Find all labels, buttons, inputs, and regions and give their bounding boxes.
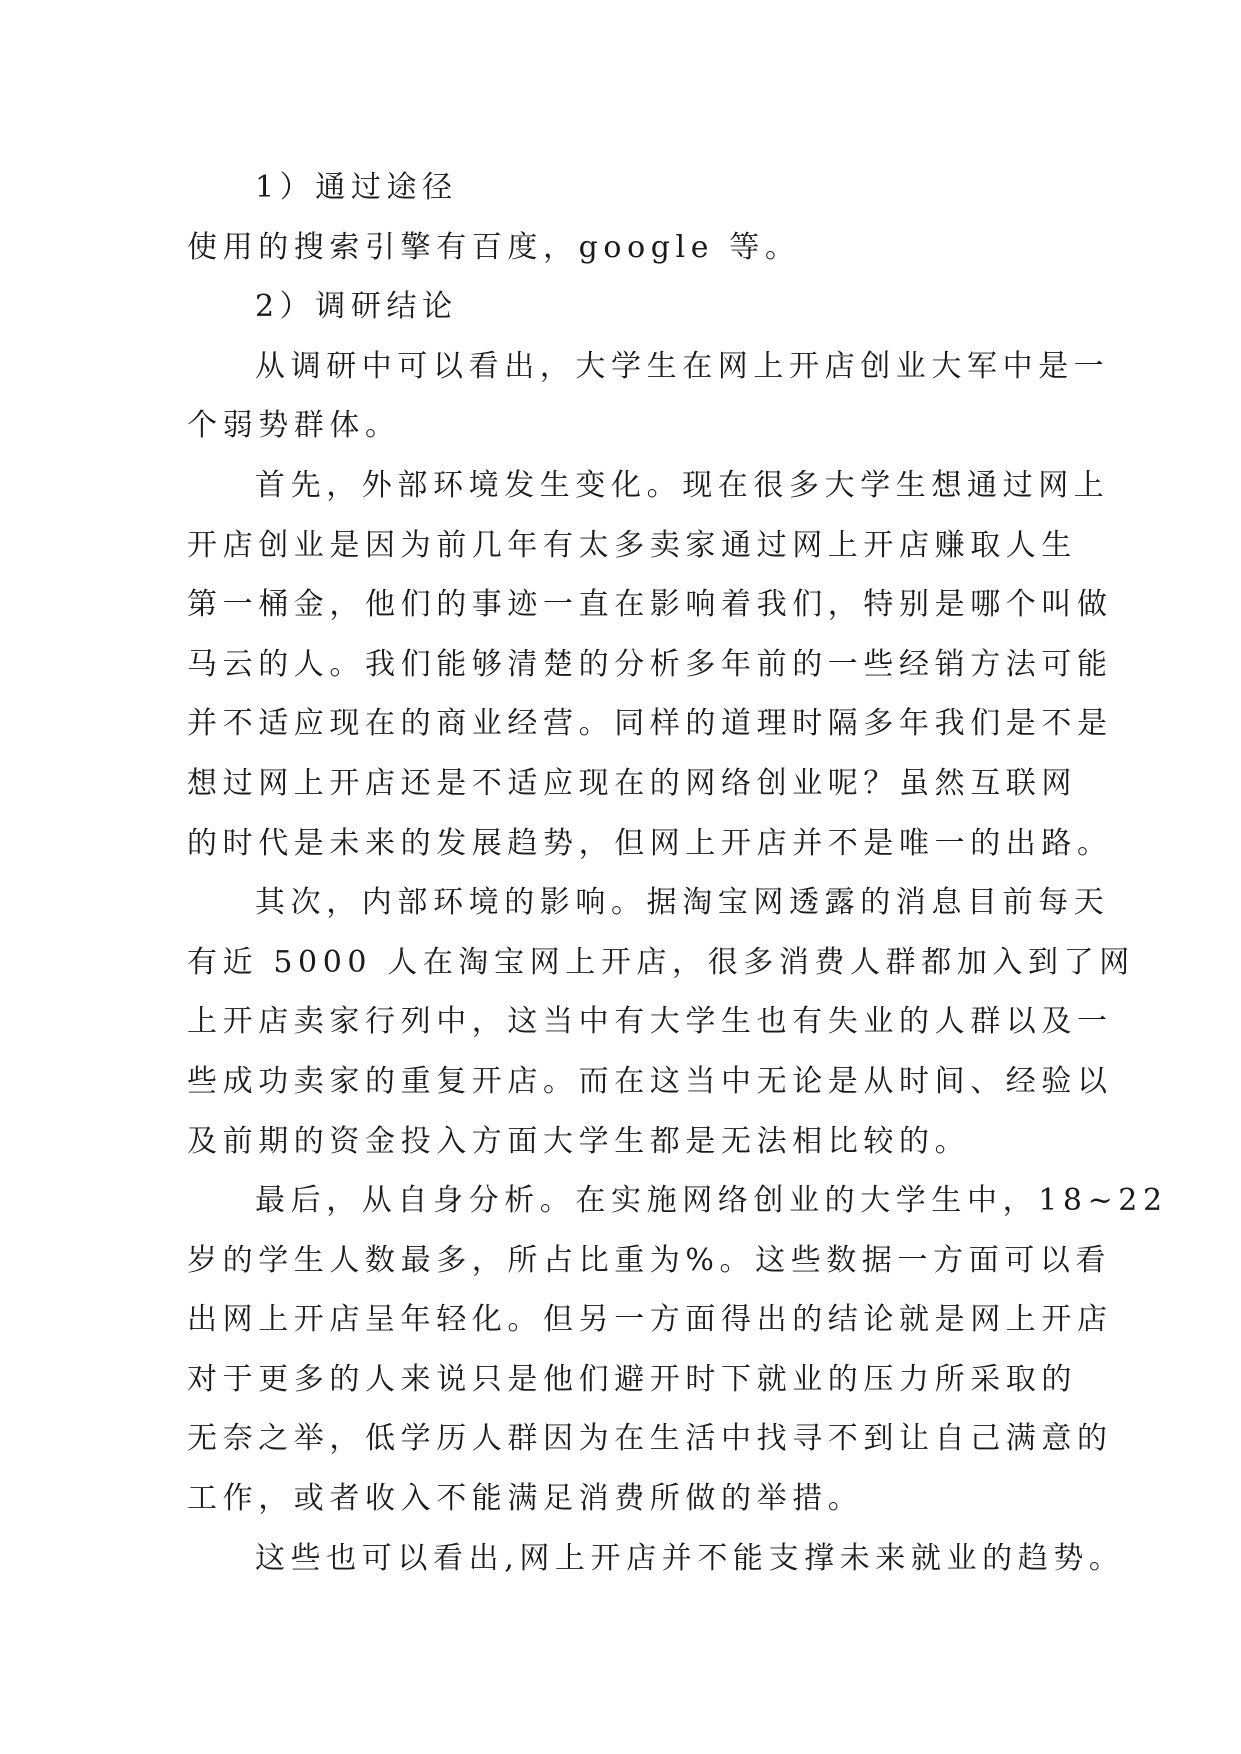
text-line: 有近 5000 人在淘宝网上开店，很多消费人群都加入到了网 <box>187 944 1135 980</box>
text-line: 的时代是未来的发展趋势，但网上开店并不是唯一的出路。 <box>187 825 1113 861</box>
paragraph-external-environment <box>187 456 1113 873</box>
text-line: 开店创业是因为前几年有太多卖家通过网上开店赚取人生 <box>187 527 1077 563</box>
paragraph-self-analysis <box>187 1171 1168 1529</box>
text-line: 马云的人。我们能够清楚的分析多年前的一些经销方法可能 <box>187 646 1113 682</box>
text-line: 想过网上开店还是不适应现在的网络创业呢？虽然互联网 <box>187 765 1077 801</box>
text-line: 使用的搜索引擎有百度，google 等。 <box>187 229 801 265</box>
text-line: 岁的学生人数最多，所占比重为%。这些数据一方面可以看 <box>187 1242 1112 1278</box>
text-line: 第一桶金，他们的事迹一直在影响着我们，特别是哪个叫做 <box>187 587 1113 623</box>
document-body <box>187 158 1168 1588</box>
text-line: 对于更多的人来说只是他们避开时下就业的压力所采取的 <box>187 1361 1077 1397</box>
text-line: 1）通过途径 <box>255 170 458 205</box>
text-line: 首先，外部环境发生变化。现在很多大学生想通过网上 <box>255 467 1110 503</box>
text-line: 这些也可以看出,网上开店并不能支撑未来就业的趋势。 <box>255 1540 1125 1576</box>
text-line: 其次，内部环境的影响。据淘宝网透露的消息目前每天 <box>255 885 1110 921</box>
paragraph-approach-heading <box>187 158 1057 218</box>
paragraph-internal-environment <box>187 873 1135 1171</box>
text-line: 个弱势群体。 <box>187 408 401 444</box>
text-line: 工作，或者收入不能满足消费所做的举措。 <box>187 1481 864 1517</box>
text-line: 并不适应现在的商业经营。同样的道理时隔多年我们是不是 <box>187 706 1113 742</box>
text-line: 无奈之举，低学历人群因为在生活中找寻不到让自己满意的 <box>187 1421 1113 1457</box>
text-line: 从调研中可以看出，大学生在网上开店创业大军中是一 <box>255 348 1110 384</box>
paragraph-summary <box>187 337 1110 456</box>
paragraph-conclusion-heading <box>187 277 1057 337</box>
text-line: 及前期的资金投入方面大学生都是无法相比较的。 <box>187 1123 971 1159</box>
paragraph-closing <box>187 1529 1125 1589</box>
text-line: 些成功卖家的重复开店。而在这当中无论是从时间、经验以 <box>187 1063 1113 1099</box>
text-line: 出网上开店呈年轻化。但另一方面得出的结论就是网上开店 <box>187 1302 1113 1338</box>
paragraph-search-engines <box>187 218 1057 278</box>
text-line: 上开店卖家行列中，这当中有大学生也有失业的人群以及一 <box>187 1004 1113 1040</box>
text-line: 2）调研结论 <box>255 289 458 325</box>
text-line: 最后，从自身分析。在实施网络创业的大学生中，18~22 <box>255 1183 1168 1219</box>
